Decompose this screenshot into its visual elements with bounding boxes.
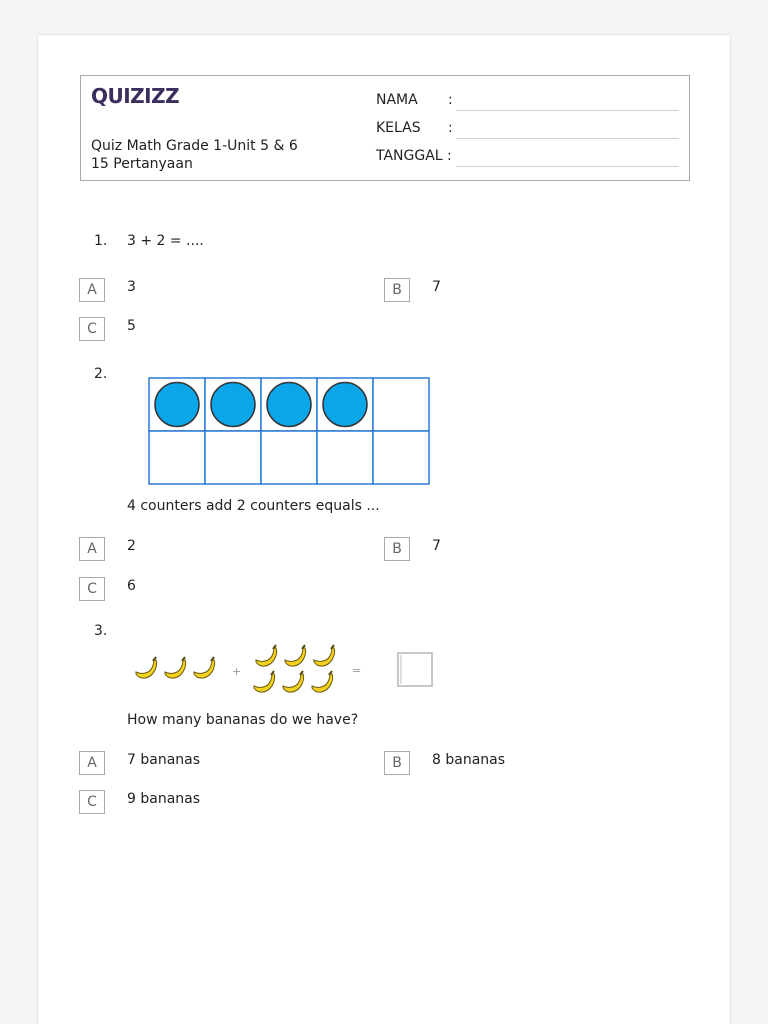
name-label: NAMA [376, 92, 418, 108]
banana-icon [256, 645, 277, 666]
q2-option-c-box[interactable]: C [79, 577, 105, 601]
answer-box-shadow [400, 655, 402, 684]
banana-icon [285, 645, 306, 666]
q1-option-b-box[interactable]: B [384, 278, 410, 302]
counter-circle [267, 383, 311, 427]
banana-addition-image [132, 640, 437, 700]
date-line [456, 166, 679, 167]
question-count: 15 Pertanyaan [91, 156, 193, 172]
q1-option-b-text: 7 [432, 279, 441, 295]
question-3-number: 3. [94, 623, 108, 639]
counter-circle [323, 383, 367, 427]
name-colon: : [448, 92, 453, 108]
ten-frame-cell [149, 431, 205, 484]
class-line [456, 138, 679, 139]
quizizz-logo: QUIZIZZ [91, 84, 180, 108]
q2-option-a-text: 2 [127, 538, 136, 554]
q2-option-b-box[interactable]: B [384, 537, 410, 561]
q1-option-a-box[interactable]: A [79, 278, 105, 302]
ten-frame-cell [261, 431, 317, 484]
class-colon: : [448, 120, 453, 136]
ten-frame-image [148, 377, 430, 485]
worksheet-header [80, 75, 690, 181]
banana-icon [136, 657, 157, 678]
q1-option-c-box[interactable]: C [79, 317, 105, 341]
class-label: KELAS [376, 120, 421, 136]
q3-option-a-box[interactable]: A [79, 751, 105, 775]
ten-frame-cell [317, 431, 373, 484]
q3-option-b-text: 8 bananas [432, 752, 506, 768]
question-3-text: How many bananas do we have? [127, 712, 359, 728]
answer-box [398, 653, 432, 686]
banana-icon [314, 645, 335, 666]
ten-frame-cell [373, 431, 429, 484]
worksheet-page [37, 34, 731, 1024]
q1-option-c-text: 5 [127, 318, 136, 334]
q3-option-b-box[interactable]: B [384, 751, 410, 775]
q2-option-c-text: 6 [127, 578, 136, 594]
banana-icon [165, 657, 186, 678]
counter-circle [211, 383, 255, 427]
question-2-number: 2. [94, 366, 108, 382]
q2-option-a-box[interactable]: A [79, 537, 105, 561]
equals-sign: = [352, 664, 362, 677]
question-1-number: 1. [94, 233, 108, 249]
date-label: TANGGAL : [376, 148, 452, 164]
q2-option-b-text: 7 [432, 538, 441, 554]
q3-option-c-text: 9 bananas [127, 791, 201, 807]
banana-icon [283, 671, 304, 692]
banana-icon [254, 671, 275, 692]
question-2-text: 4 counters add 2 counters equals ... [127, 498, 380, 514]
q1-option-a-text: 3 [127, 279, 136, 295]
q3-option-a-text: 7 bananas [127, 752, 201, 768]
banana-icon [312, 671, 333, 692]
quiz-title: Quiz Math Grade 1-Unit 5 & 6 [91, 138, 298, 154]
ten-frame-cell [205, 431, 261, 484]
ten-frame-cell [373, 378, 429, 431]
plus-sign: + [232, 665, 242, 678]
q3-option-c-box[interactable]: C [79, 790, 105, 814]
banana-icon [194, 657, 215, 678]
question-1-text: 3 + 2 = .... [127, 233, 204, 249]
counter-circle [155, 383, 199, 427]
name-line [456, 110, 679, 111]
